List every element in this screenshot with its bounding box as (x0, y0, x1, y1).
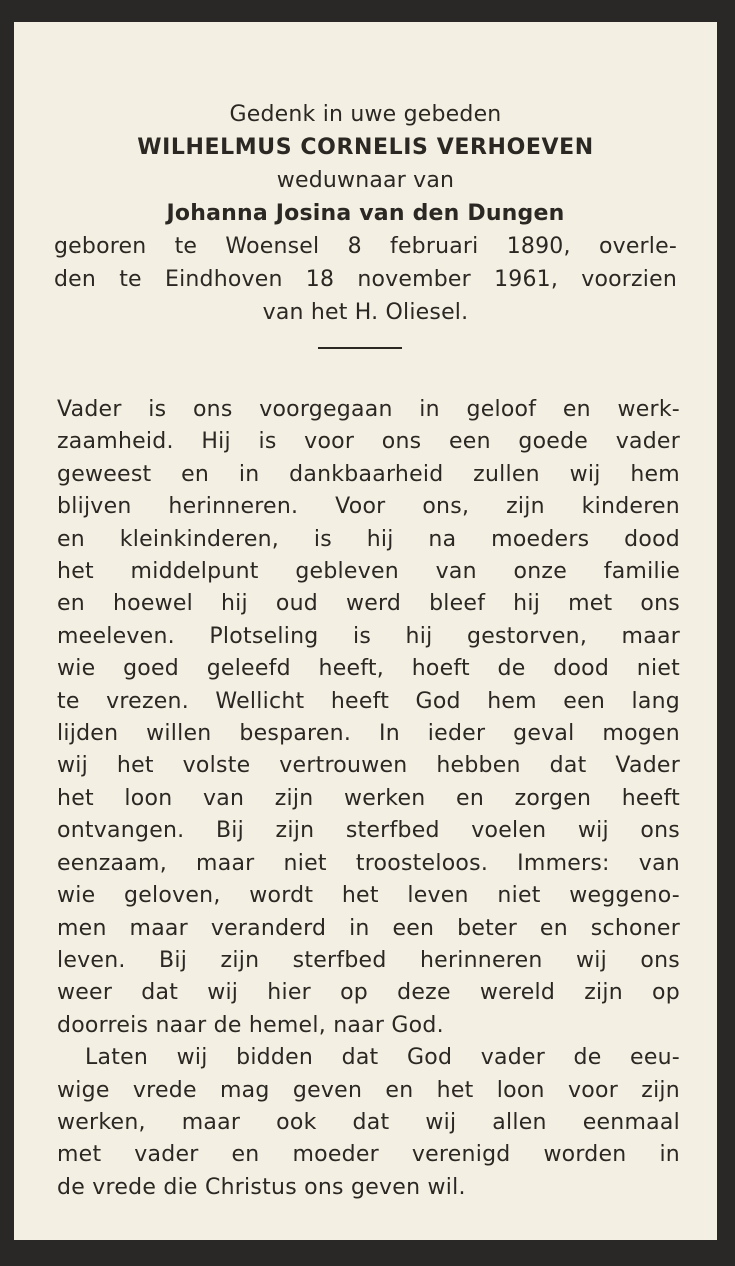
section-divider (318, 347, 402, 349)
memorial-text-line: te vrezen. Wellicht heeft God hem een lang (57, 688, 680, 714)
memorial-text-line: het middelpunt gebleven van onze familie (57, 559, 680, 585)
memorial-text-line: eenzaam, maar niet troosteloos. Immers: van (57, 850, 680, 876)
memorial-text-line: Laten wij bidden dat God vader de eeu- (85, 1045, 680, 1071)
memorial-text-line: leven. Bij zijn sterfbed herinneren wij ons (57, 947, 680, 973)
memorial-text-line: werken, maar ook dat wij allen eenmaal (57, 1109, 680, 1135)
memorial-text-line: zaamheid. Hij is voor ons een goede vader (57, 429, 680, 455)
memorial-text (57, 394, 680, 1204)
memorial-text-line: en kleinkinderen, is hij na moeders dood (57, 526, 680, 552)
memorial-text-line: wie geloven, wordt het leven niet weggeno- (57, 883, 680, 909)
memorial-text-line: met vader en moeder verenigd worden in (57, 1142, 680, 1168)
memorial-text-line: lijden willen besparen. In ieder geval mogen (57, 721, 680, 747)
spouse-name: Johanna Josina van den Dungen (166, 201, 565, 226)
prayer-request: Gedenk in uwe gebeden (229, 102, 502, 127)
memorial-text-line: doorreis naar de hemel, naar God. (57, 1012, 444, 1038)
sacrament-line: van het H. Oliesel. (262, 300, 469, 325)
memorial-text-line: meeleven. Plotseling is hij gestorven, maar (57, 623, 680, 649)
birth-line: geboren te Woensel 8 februari 1890, overle- (54, 234, 677, 259)
memorial-text-line: geweest en in dankbaarheid zullen wij hem (57, 461, 680, 487)
widower-of-label: weduwnaar van (276, 168, 455, 193)
memorial-text-line: men maar veranderd in een beter en schoner (57, 915, 680, 941)
deceased-name: WILHELMUS CORNELIS VERHOEVEN (137, 135, 594, 160)
memorial-text-line: wie goed geleefd heeft, hoeft de dood niet (57, 656, 680, 682)
memorial-text-line: wige vrede mag geven en het loon voor zijn (57, 1077, 680, 1103)
memorial-text-line: ontvangen. Bij zijn sterfbed voelen wij ons (57, 818, 680, 844)
memorial-text-line: wij het volste vertrouwen hebben dat Vader (57, 753, 680, 779)
card-header (54, 98, 677, 329)
death-line: den te Eindhoven 18 november 1961, voorzien (54, 267, 677, 292)
memorial-text-line: Vader is ons voorgegaan in geloof en werk- (57, 397, 680, 422)
memorial-text-line: het loon van zijn werken en zorgen heeft (57, 785, 680, 811)
memorial-text-line: en hoewel hij oud werd bleef hij met ons (57, 591, 680, 617)
memorial-text-line: weer dat wij hier op deze wereld zijn op (57, 980, 680, 1006)
memorial-text-line: de vrede die Christus ons geven wil. (57, 1174, 466, 1200)
memorial-text-line: blijven herinneren. Voor ons, zijn kinderen (57, 494, 680, 520)
